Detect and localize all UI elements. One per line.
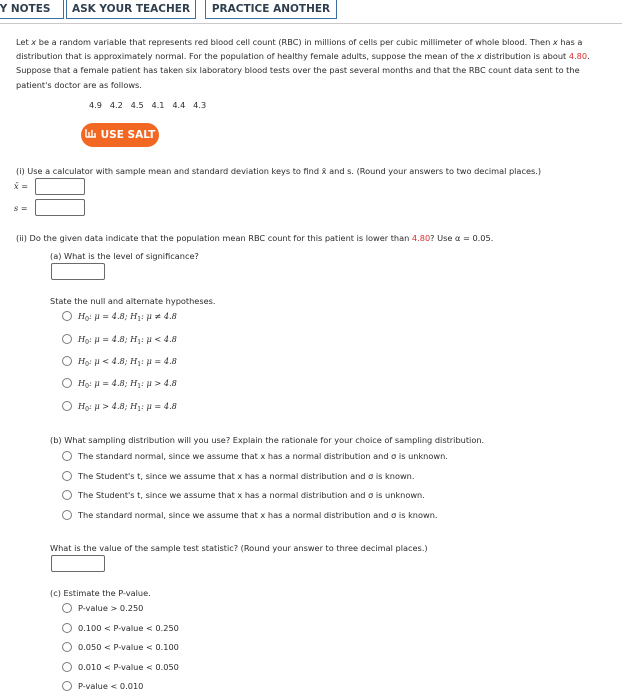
part-ii-prompt: (ii) Do the given data indicate that the population mean RBC count for this patient is lower than 4.80? Use α = 0.05. — [16, 233, 494, 243]
radio-button[interactable] — [62, 623, 72, 633]
radio-button[interactable] — [62, 681, 72, 691]
distribution-option[interactable]: The Student's t, since we assume that x has a normal distribution and σ is known. — [62, 469, 414, 483]
salt-icon — [85, 123, 97, 147]
hypotheses-prompt: State the null and alternate hypotheses. — [50, 296, 216, 306]
hypothesis-option[interactable]: $H_0$: μ = 4.8; $H_1$: μ ≠ 4.8 — [62, 309, 177, 323]
radio-button[interactable] — [62, 451, 72, 461]
test-statistic-input[interactable] — [51, 555, 105, 572]
s-input[interactable] — [35, 199, 85, 216]
radio-button[interactable] — [62, 490, 72, 500]
radio-button[interactable] — [62, 311, 72, 321]
problem-intro: Let x be a random variable that represents red blood cell count (RBC) in millions of cells per cubic millimeter of whole blood. Then x has a distribution that is approximately normal. For the population of healthy female adults, suppose the mean of the x distribution is about 4.80. Suppose that a female patient has taken six laboratory blood tests over the past several months and that the RBC count data sent to the patient's doctor are as follows. — [16, 37, 590, 90]
hypothesis-option[interactable]: $H_0$: μ = 4.8; $H_1$: μ < 4.8 — [62, 332, 177, 346]
pvalue-option[interactable]: P-value < 0.010 — [62, 679, 143, 693]
radio-button[interactable] — [62, 662, 72, 672]
radio-button[interactable] — [62, 510, 72, 520]
radio-button[interactable] — [62, 401, 72, 411]
pvalue-option[interactable]: 0.100 < P-value < 0.250 — [62, 621, 179, 635]
part-c-prompt: (c) Estimate the P-value. — [50, 588, 151, 598]
part-i-prompt: (i) Use a calculator with sample mean and standard deviation keys to find x̄ and s. (Round your answers to two decimal places.) — [16, 166, 542, 176]
radio-button[interactable] — [62, 603, 72, 613]
significance-input[interactable] — [51, 263, 105, 280]
pvalue-option[interactable]: 0.050 < P-value < 0.100 — [62, 640, 179, 654]
pvalue-option[interactable]: P-value > 0.250 — [62, 601, 143, 615]
use-salt-button[interactable]: USE SALT — [81, 123, 159, 147]
xbar-label: x̄ = — [14, 181, 29, 191]
radio-button[interactable] — [62, 378, 72, 388]
s-label: s = — [14, 203, 28, 213]
radio-button[interactable] — [62, 471, 72, 481]
part-b-prompt: (b) What sampling distribution will you use? Explain the rationale for your choice of sampling distribution. — [50, 435, 485, 445]
pvalue-option[interactable]: 0.010 < P-value < 0.050 — [62, 660, 179, 674]
xbar-input[interactable] — [35, 178, 85, 195]
radio-button[interactable] — [62, 356, 72, 366]
my-notes-button[interactable]: Y NOTES — [0, 0, 64, 19]
radio-button[interactable] — [62, 334, 72, 344]
data-values: 4.9 4.2 4.5 4.1 4.4 4.3 — [89, 100, 207, 110]
practice-another-button[interactable]: PRACTICE ANOTHER — [205, 0, 337, 19]
ask-teacher-button[interactable]: ASK YOUR TEACHER — [66, 0, 196, 19]
radio-button[interactable] — [62, 642, 72, 652]
mean-value: 4.80 — [568, 51, 588, 62]
test-statistic-prompt: What is the value of the sample test statistic? (Round your answer to three decimal places.) — [50, 543, 428, 553]
distribution-option[interactable]: The standard normal, since we assume that x has a normal distribution and σ is unknown. — [62, 449, 448, 463]
part-a-prompt: (a) What is the level of significance? — [50, 251, 199, 261]
toolbar-divider — [0, 23, 622, 24]
distribution-option[interactable]: The Student's t, since we assume that x has a normal distribution and σ is unknown. — [62, 488, 425, 502]
distribution-option[interactable]: The standard normal, since we assume that x has a normal distribution and σ is known. — [62, 508, 438, 522]
hypothesis-option[interactable]: $H_0$: μ > 4.8; $H_1$: μ = 4.8 — [62, 399, 177, 413]
hypothesis-option[interactable]: $H_0$: μ = 4.8; $H_1$: μ > 4.8 — [62, 376, 177, 390]
hypothesis-option[interactable]: $H_0$: μ < 4.8; $H_1$: μ = 4.8 — [62, 354, 177, 368]
